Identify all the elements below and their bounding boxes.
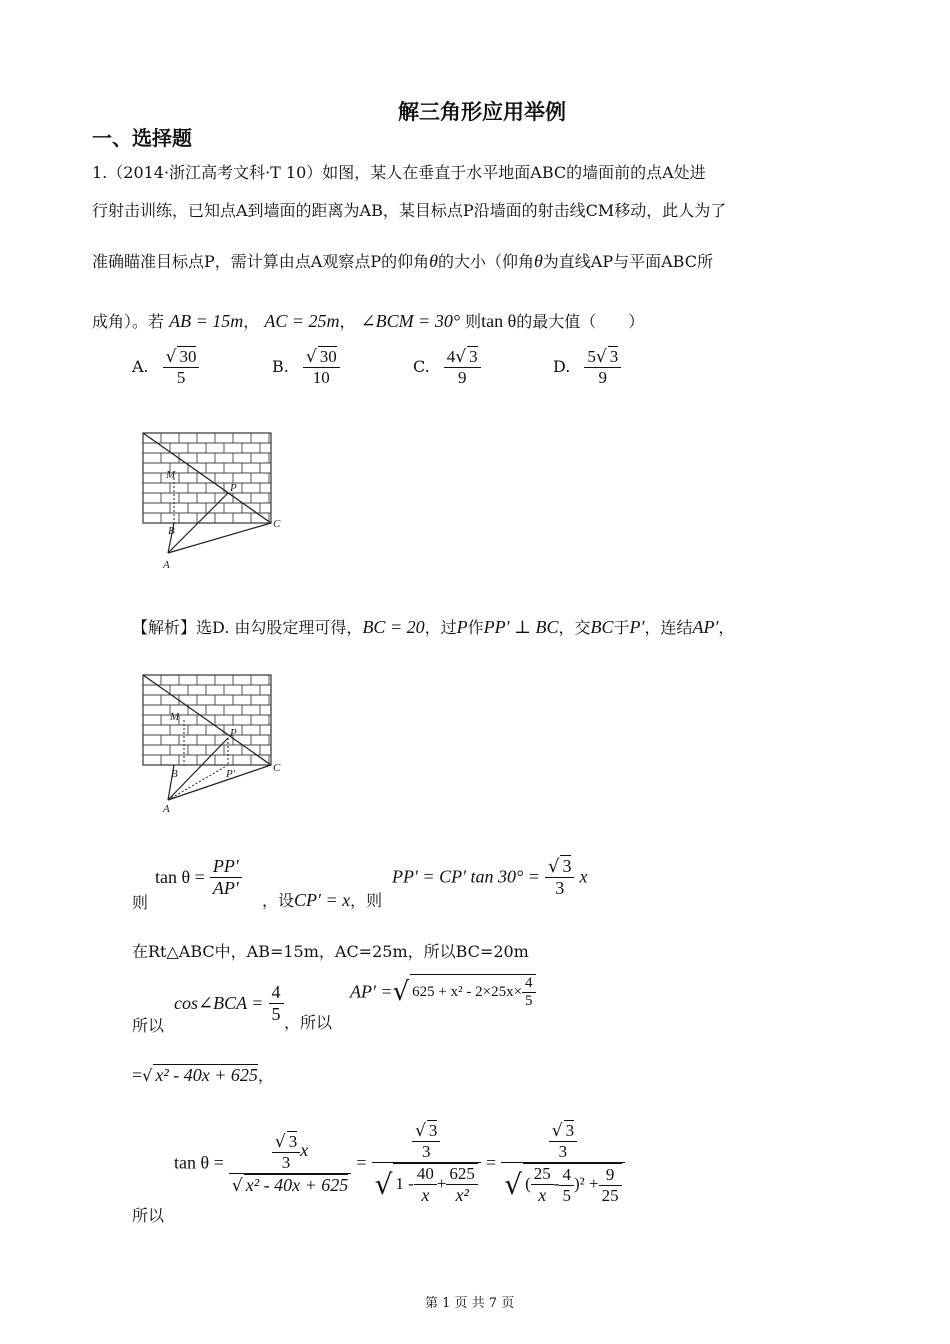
step2-line: 在Rt△ABC中，AB=15m，AC=25m，所以BC=20m [132,942,529,961]
step5-suoyi: 所以 [132,1206,165,1225]
page-title: 解三角形应用举例 [398,100,566,124]
option-c: C. $\frac{4√ 3}{9}$ [413,346,481,388]
figure-wall-diagram [138,428,288,574]
step3-suoyi2: ，所以 [284,1013,333,1032]
label-p-prime: P′ [226,768,236,780]
step3-suoyi: 所以 [132,1016,165,1035]
section-heading: 一、选择题 [92,126,192,150]
label-p: P [230,727,237,739]
option-a: A. $\frac{√ 30}{5}$ [132,346,199,388]
question-line-3: 准确瞄准目标点P，需计算由点A观察点P的仰角θ的大小（仰角θ为直线AP与平面ABC所 [92,251,713,271]
analysis-line: 【解析】选D. 由勾股定理可得，BC = 20，过P作PP′ ⊥ BC，交BC于P′，连结AP′， [132,617,735,637]
step3-cos: cos∠BCA = $\frac{4}{5}$ [174,982,284,1025]
question-line-4: 成角）。若 AB = 15m， AC = 25m， ∠BCM = 30° 则tan θ的最大值（ ） [92,311,645,331]
label-c: C [273,518,281,530]
question-line-1: 1.（2014·浙江高考文科·T 10）如图，某人在垂直于水平地面ABC的墙面前的点A处进 [92,163,706,182]
step1-tan-fraction: tan θ = $\frac{PP'}{AP'}$ [155,856,242,899]
option-d: D. $\frac{5√ 3}{9}$ [553,346,621,388]
label-b: B [171,768,178,780]
label-m: M [170,711,180,723]
option-b: B. $\frac{√ 30}{10}$ [272,346,340,388]
step1-set: ，设CP′ = x，则 [262,890,383,910]
figure-wall-diagram-2 [138,670,288,816]
label-a: A [163,559,170,571]
label-p: P [230,482,237,494]
step3-ap-eq: AP′ =√ 625 + x² - 2×25x× $\frac{4}{5}$ [350,974,536,1010]
step4-line: =√ x² - 40x + 625， [132,1065,274,1085]
step5-final-equation: tan θ = $\frac{√ 3}{3}$ x √ x² - 40x + 625 = $\frac{√ 3}{3}$ √ 1 - $\frac{40}{x}$ + $\frac{625}{\text{x²}}$ = $\frac{√ 3}{3}$ √ ( $\frac{25}{x}$ - $\frac{4}{5}$ )² + $\frac{9}{25}$ [174,1120,625,1206]
label-c: C [273,762,281,774]
question-line-2: 行射击训练，已知点A到墙面的距离为AB，某目标点P沿墙面的射击线CM移动，此人为了 [92,201,727,220]
page-footer: 第 1 页 共 7 页 [425,1296,515,1311]
step1-ze: 则 [132,893,149,912]
label-m: M [166,469,176,481]
label-a: A [163,803,170,815]
label-b: B [168,525,175,537]
step1-pp-eq: PP′ = CP′ tan 30° = $\frac{√ 3}{3}$ x [392,856,588,898]
